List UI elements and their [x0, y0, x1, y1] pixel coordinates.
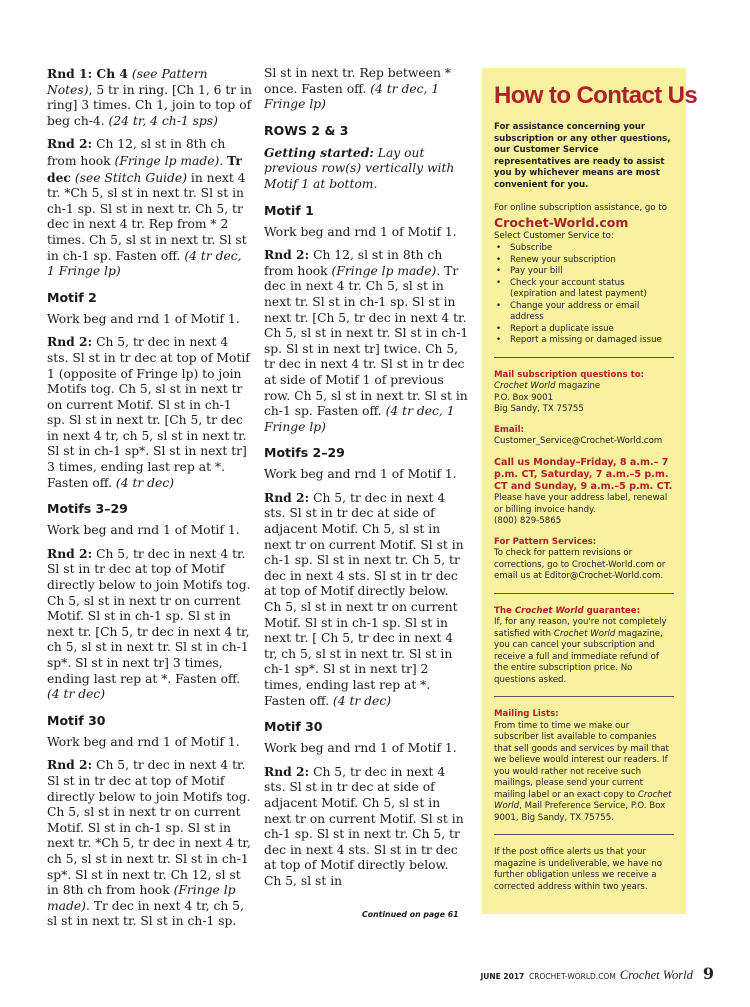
motif2-beg: Work beg and rnd 1 of Motif 1. — [47, 311, 240, 326]
rnd2-paragraph: Rnd 2: Ch 12, sl st in 8th ch from hook (Fringe lp made). Tr dec (see Stitch Guide) in next 4 tr. *Ch 5, sl st in next tr. Sl st in ch-1 sp. Sl st in next tr. Ch 5, tr dec in next 4 tr. Rep from * 2 times. Ch 5, sl st in next tr. Sl st in ch-1 sp. Fasten off. (4 tr dec, 1 Fringe lp) — [47, 136, 247, 279]
mail-box: P.O. Box 9001 — [494, 392, 554, 403]
motif30-rnd2: Rnd 2: Ch 5, tr dec in next 4 tr. Sl st in tr dec at top of Motif directly below to join Motifs tog. Ch 5, sl st in next tr on current Motif. Sl st in ch-1 sp. Sl st in next tr. *Ch 5, tr dec in next 4 tr, ch 5, sl st in next tr. Sl st in ch-1 sp*. Sl st in next tr. Ch 12, sl st in 8th ch from hook (Fringe lp made). Tr dec in next 4 tr, ch 5, sl st in next tr. Sl st in ch-1 sp. — [47, 757, 251, 929]
select-text: Select Customer Service to: — [494, 230, 614, 241]
motif2-rnd2: Rnd 2: Ch 5, tr dec in next 4 sts. Sl st in tr dec at top of Motif 1 (opposite of Fringe lp) to join Motifs tog. Ch 5, sl st in next tr on current Motif. Sl st in ch-1 sp. Sl st in next tr. [Ch 5, tr dec in next 4 tr, ch 5, sl st in next tr. Sl st in ch-1 sp*. Sl st in next tr] 3 times, ending last rep at *. Fasten off. (4 tr dec) — [47, 334, 250, 490]
heading-motif-1: Motif 1 — [264, 202, 314, 218]
divider — [494, 696, 674, 697]
list-item: • Pay your bill — [494, 266, 674, 278]
heading-rows-2-3: ROWS 2 & 3 — [264, 122, 349, 138]
call-heading: Call us Monday–Friday, 8 a.m.– 7 p.m. CT, Saturday, 7 a.m.–5 p.m. CT and Sunday, 9 a.m.–5 p.m. CT. — [494, 456, 673, 492]
guarantee-text: If, for any reason, you're not completely satisfied with Crochet World magazine, you can cancel your subscription and receive a full and immediate refund of the entire subscription price. No questions asked. — [494, 617, 667, 685]
mailing-text: From time to time we make our subscriber list available to companies that sell goods and services by mail that we believe would interest our readers. If you would rather not receive such mailings, please send your current mailing label or an exact copy to Crochet World, Mail Preference Service, P.O. Box 9001, Big Sandy, TX 75755. — [494, 720, 672, 823]
heading-motif-30-rows: Motif 30 — [264, 719, 323, 735]
list-item: • Change your address or email address — [494, 301, 674, 324]
pattern-text: To check for pattern revisions or corrections, go to Crochet-World.com or email us at Editor@Crochet-World.com. — [494, 548, 666, 582]
list-item: • Report a duplicate issue — [494, 324, 674, 336]
list-item: • Check your account status (expiration and latest payment) — [494, 278, 674, 301]
list-item: • Report a missing or damaged issue — [494, 335, 674, 347]
mail-magazine: Crochet World magazine — [494, 381, 601, 391]
heading-motifs-2-29: Motifs 2–29 — [264, 445, 345, 461]
call-text: Please have your address label, renewal or billing invoice handy. — [494, 493, 668, 515]
mail-city: Big Sandy, TX 75755 — [494, 404, 584, 414]
page-number: 9 — [702, 964, 714, 983]
mail-heading: Mail subscription questions to: — [494, 369, 645, 380]
contact-sidebar — [482, 68, 698, 914]
email-heading: Email: — [494, 424, 524, 435]
divider — [494, 834, 674, 835]
email-address[interactable]: Customer_Service@Crochet-World.com — [494, 436, 663, 446]
motif30-rows-rnd2: Rnd 2: Ch 5, tr dec in next 4 sts. Sl st in tr dec at side of adjacent Motif. Ch 5, sl st in next tr on current Motif. Sl st in ch-1 sp. Sl st in next tr. Ch 5, tr dec in next 4 sts. Sl st in tr dec at top of Motif directly below. Ch 5, sl st in — [264, 763, 464, 888]
sidebar-title: How to Contact Us — [494, 82, 698, 109]
motifs229-rnd2: Rnd 2: Ch 5, tr dec in next 4 sts. Sl st in tr dec at side of adjacent Motif. Ch 5, sl st in next tr on current Motif. Sl st in ch-1 sp. Sl st in next tr. Ch 5, tr dec in next 4 sts. Sl st in tr dec at top of Motif directly below. Ch 5, sl st in next tr on current Motif. Sl st in ch-1 sp. Sl st in next tr. [ Ch 5, tr dec in next 4 tr, ch 5, sl st in next tr. Sl st in ch-1 sp*. Sl st in next tr] 2 times, ending last rep at *. Fasten off. (4 tr dec) — [264, 489, 464, 708]
motif30-rows-beg: Work beg and rnd 1 of Motif 1. — [264, 741, 457, 756]
continued-note: Continued on page 61 — [362, 910, 459, 919]
rnd1-paragraph: Rnd 1: Ch 4 (see Pattern Notes), 5 tr in ring. [Ch 1, 6 tr in ring] 3 times. Ch 1, join to top of beg ch-4. (24 tr, 4 ch-1 sps) — [47, 66, 252, 128]
motif1-beg: Work beg and rnd 1 of Motif 1. — [264, 224, 457, 239]
service-list — [494, 243, 674, 347]
motif1-rnd2: Rnd 2: Ch 12, sl st in 8th ch from hook (Fringe lp made). Tr dec in next 4 tr. Ch 5, sl st in next tr. Sl st in ch-1 sp. Sl st in next tr. [Ch 5, tr dec in next 4 tr. Ch 5, sl st in next tr. Sl st in ch-1 sp. Sl st in next tr] twice. Ch 5, tr dec in next 4 tr. Sl st in tr dec at side of Motif 1 of previous row. Ch 5, sl st in next tr. Sl st in ch-1 sp. Fasten off. (4 tr dec, 1 Fringe lp) — [264, 247, 469, 434]
guarantee-heading: The Crochet World guarantee: — [494, 605, 641, 616]
getting-started: Getting started: Lay out previous row(s) vertically with Motif 1 at bottom. — [264, 144, 455, 191]
motifs229-beg: Work beg and rnd 1 of Motif 1. — [264, 467, 457, 482]
heading-motif-30: Motif 30 — [47, 712, 106, 728]
website-link[interactable]: Crochet-World.com — [494, 214, 629, 230]
pattern-column-2 — [264, 66, 469, 897]
divider — [494, 357, 674, 358]
page-footer — [481, 964, 715, 983]
issue-date: JUNE 2017 — [480, 972, 525, 981]
motifs329-beg: Work beg and rnd 1 of Motif 1. — [47, 523, 240, 538]
list-item: • Subscribe — [494, 243, 674, 255]
pattern-heading: For Pattern Services: — [494, 536, 597, 547]
pattern-column-1 — [47, 66, 252, 937]
col2-top-paragraph: Sl st in next tr. Rep between * once. Fasten off. (4 tr dec, 1 Fringe lp) — [264, 66, 451, 112]
footer-site: CROCHET-WORLD.COM — [529, 972, 616, 981]
sidebar-intro: For assistance concerning your subscription or any other questions, our Customer Service representatives are ready to assist you by whichever means are most convenient for you. — [494, 122, 671, 190]
mailing-heading: Mailing Lists: — [494, 709, 559, 720]
motif30-beg: Work beg and rnd 1 of Motif 1. — [47, 734, 240, 749]
phone-number: (800) 829-5865 — [494, 516, 562, 527]
motifs329-rnd2: Rnd 2: Ch 5, tr dec in next 4 tr. Sl st in tr dec at top of Motif directly below to join Motifs tog. Ch 5, sl st in next tr on current Motif. Sl st in ch-1 sp. Sl st in next tr. [Ch 5, tr dec in next 4 tr, ch 5, sl st in next tr. Sl st in ch-1 sp*. Sl st in next tr] 3 times, ending last rep at *. Fasten off. (4 tr dec) — [47, 545, 251, 702]
online-text: For online subscription assistance, go to — [494, 203, 667, 213]
list-item: • Renew your subscription — [494, 255, 674, 267]
divider — [494, 593, 674, 594]
postoffice-text: If the post office alerts us that your magazine is undeliverable, we have no further obligation unless we receive a corrected address within two years. — [494, 847, 663, 892]
footer-magazine: Crochet World — [619, 968, 693, 982]
heading-motif-2: Motif 2 — [47, 289, 97, 305]
heading-motifs-3-29: Motifs 3–29 — [47, 501, 128, 517]
